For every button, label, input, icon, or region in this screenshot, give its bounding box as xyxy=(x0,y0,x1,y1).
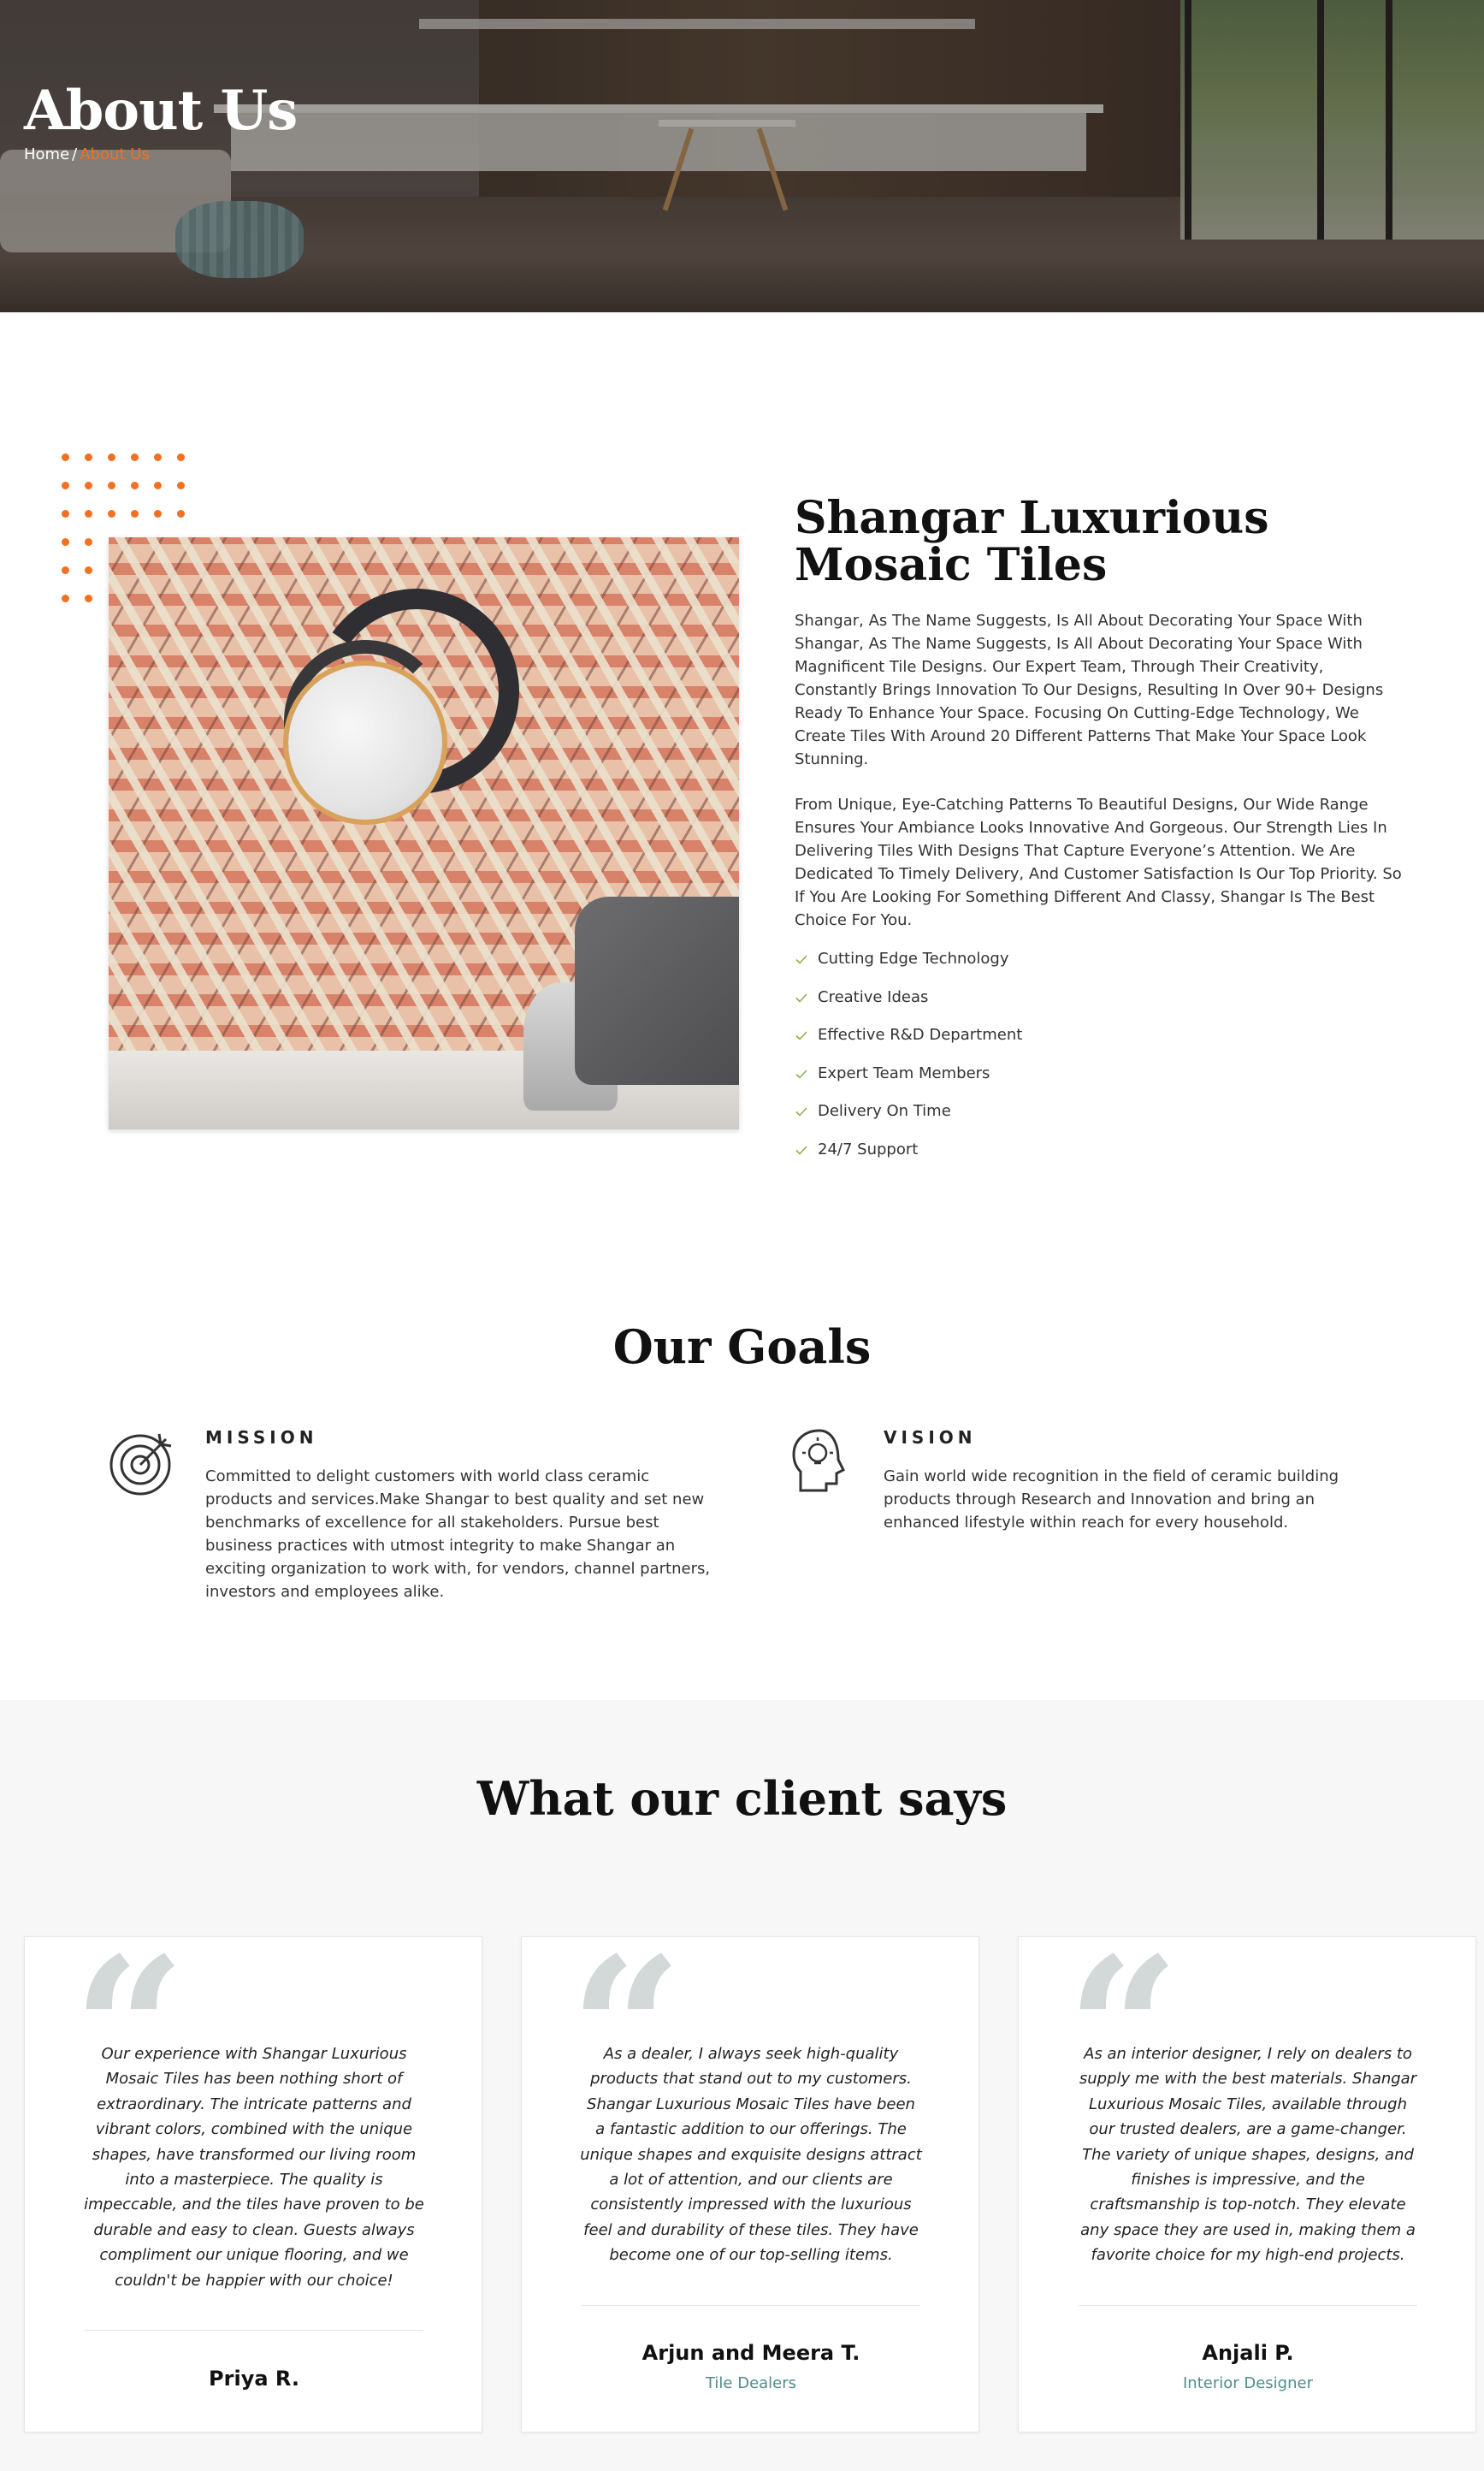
feature-label: Delivery On Time xyxy=(818,1102,951,1120)
about-heading-line2: Mosaic Tiles xyxy=(795,539,1108,591)
decorative-dot xyxy=(62,538,69,546)
decorative-dot xyxy=(131,482,139,489)
page-title: About Us xyxy=(24,79,298,143)
mission-text: Committed to delight customers with world class ceramic products and services.Make Shangar to best quality and set new benchmarks of excellence for all stakeholders. Pursue best business practices with utmost integrity to make Shangar an exciting organization to work with, for vendors, channel partners, investors and employees alike. xyxy=(205,1467,711,1601)
testimonial-author: Arjun and Meera T. xyxy=(641,2341,860,2365)
decorative-dot xyxy=(85,510,92,518)
feature-label: Cutting Edge Technology xyxy=(818,950,1009,968)
decorative-dot xyxy=(177,510,185,518)
mission-heading: MISSION xyxy=(205,1427,318,1448)
about-paragraph-1: Shangar, As The Name Suggests, Is All About Decorating Your Space With Shangar, As The Name Suggests, Is All About Decorating Your Space With Magnificent Tile Designs. Our Expert Team, Through Their Creativity, Constantly Brings Innovation To Our Designs, Resulting In Over 90+ Designs Ready To Enhance Your Space. Focusing On Cutting-Edge Technology, We Create Tiles With Around 20 Different Patterns That Make Your Space Look Stunning. xyxy=(795,612,1384,768)
testimonial-quote: As a dealer, I always seek high-quality products that stand out to my customers. Shangar Luxurious Mosaic Tiles have been a fantastic addition to our offerings. The unique shapes and exquisite designs attract a lot of attention, and our clients are consistently impressed with the luxurious feel and durability of these tiles. They have become one of our top-selling items. xyxy=(580,2045,922,2265)
feature-label: Creative Ideas xyxy=(818,987,929,1006)
decorative-dot xyxy=(154,453,162,461)
decorative-dot xyxy=(85,482,92,489)
image-armchair xyxy=(575,897,739,1085)
decorative-dot xyxy=(108,510,115,518)
quote-icon: “ xyxy=(1067,1915,1180,2146)
decorative-dot xyxy=(62,566,69,574)
feature-label: Effective R&D Department xyxy=(818,1026,1023,1044)
decorative-dot xyxy=(85,538,92,546)
about-paragraph-2: From Unique, Eye-Catching Patterns To Beautiful Designs, Our Wide Range Ensures Your Ambiance Looks Innovative And Gorgeous. Our Strength Lies In Delivering Tiles With Designs That Capture Everyone’s Attention. We Are Dedicated To Timely Delivery, And Customer Satisfaction Is Our Top Priority. So If You Are Looking For Something Different And Classy, Shangar Is The Best Choice For You. xyxy=(795,796,1402,929)
testimonial-card xyxy=(1018,1915,1476,2432)
feature-list xyxy=(795,950,1022,1178)
feature-item xyxy=(795,950,1022,988)
feature-item xyxy=(795,1102,1022,1141)
divider xyxy=(582,2305,920,2306)
testimonial-role: Tile Dealers xyxy=(705,2374,797,2392)
testimonial-role: Interior Designer xyxy=(1182,2374,1313,2392)
feature-item xyxy=(795,1141,1022,1179)
vision-heading: VISION xyxy=(884,1427,977,1448)
hero-overlay xyxy=(0,0,1484,312)
image-mirror xyxy=(288,666,442,820)
decorative-dot xyxy=(154,482,162,489)
divider xyxy=(85,2330,423,2331)
vision-text: Gain world wide recognition in the field of ceramic building products through Research and Innovation and bring an enhanced lifestyle within reach for every household. xyxy=(884,1467,1339,1532)
testimonials-heading: What our client says xyxy=(476,1771,1008,1826)
testimonial-quote: Our experience with Shangar Luxurious Mosaic Tiles has been nothing short of extraordinary. The intricate patterns and vibrant colors, combined with the unique shapes, have transformed our living room into a masterpiece. The quality is impeccable, and the tiles have proven to be durable and easy to clean. Guests always compliment our unique flooring, and we couldn't be happier with our choice! xyxy=(84,2045,424,2290)
decorative-dot xyxy=(62,482,69,489)
about-heading-line1: Shangar Luxurious xyxy=(795,492,1269,544)
decorative-dot xyxy=(177,453,185,461)
testimonial-author: Priya R. xyxy=(209,2367,299,2391)
feature-item xyxy=(795,988,1022,1027)
about-tile-image xyxy=(109,537,739,1129)
check-icon xyxy=(795,1105,808,1118)
breadcrumb-current: About Us xyxy=(80,145,150,163)
check-icon xyxy=(795,991,808,1004)
breadcrumb xyxy=(24,145,150,163)
target-icon xyxy=(108,1429,176,1497)
decorative-dot xyxy=(131,453,139,461)
decorative-dot xyxy=(108,453,115,461)
feature-label: 24/7 Support xyxy=(818,1140,919,1158)
quote-icon: “ xyxy=(570,1915,683,2146)
decorative-dot xyxy=(154,510,162,518)
decorative-dot xyxy=(131,510,139,518)
decorative-dot xyxy=(177,482,185,489)
feature-item xyxy=(795,1026,1022,1064)
divider xyxy=(1079,2305,1417,2306)
decorative-dot xyxy=(85,595,92,602)
about-heading xyxy=(795,492,1410,591)
hero-banner xyxy=(0,0,1484,312)
testimonial-quote: As an interior designer, I rely on dealers to supply me with the best materials. Shangar Luxurious Mosaic Tiles, available through our trusted dealers, are a game-changer. The variety of unique shapes, designs, and finishes is impressive, and the craftsmanship is top-notch. They elevate any space they are used in, making them a favorite choice for my high-end projects. xyxy=(1079,2045,1417,2265)
check-icon xyxy=(795,1028,808,1042)
goals-heading: Our Goals xyxy=(612,1319,872,1374)
idea-head-icon xyxy=(785,1425,854,1494)
check-icon xyxy=(795,1143,808,1157)
testimonial-card xyxy=(24,1915,482,2432)
breadcrumb-separator: / xyxy=(72,145,78,163)
decorative-dot xyxy=(62,453,69,461)
quote-icon: “ xyxy=(73,1915,186,2146)
feature-item xyxy=(795,1064,1022,1103)
testimonial-author: Anjali P. xyxy=(1202,2341,1294,2365)
check-icon xyxy=(795,1067,808,1081)
testimonial-card xyxy=(521,1915,979,2432)
check-icon xyxy=(795,952,808,966)
decorative-dot xyxy=(108,482,115,489)
decorative-dot xyxy=(85,453,92,461)
breadcrumb-home-link[interactable]: Home xyxy=(24,145,70,163)
feature-label: Expert Team Members xyxy=(818,1064,990,1082)
decorative-dot xyxy=(62,595,69,602)
decorative-dot xyxy=(62,510,69,518)
decorative-dot xyxy=(85,566,92,574)
